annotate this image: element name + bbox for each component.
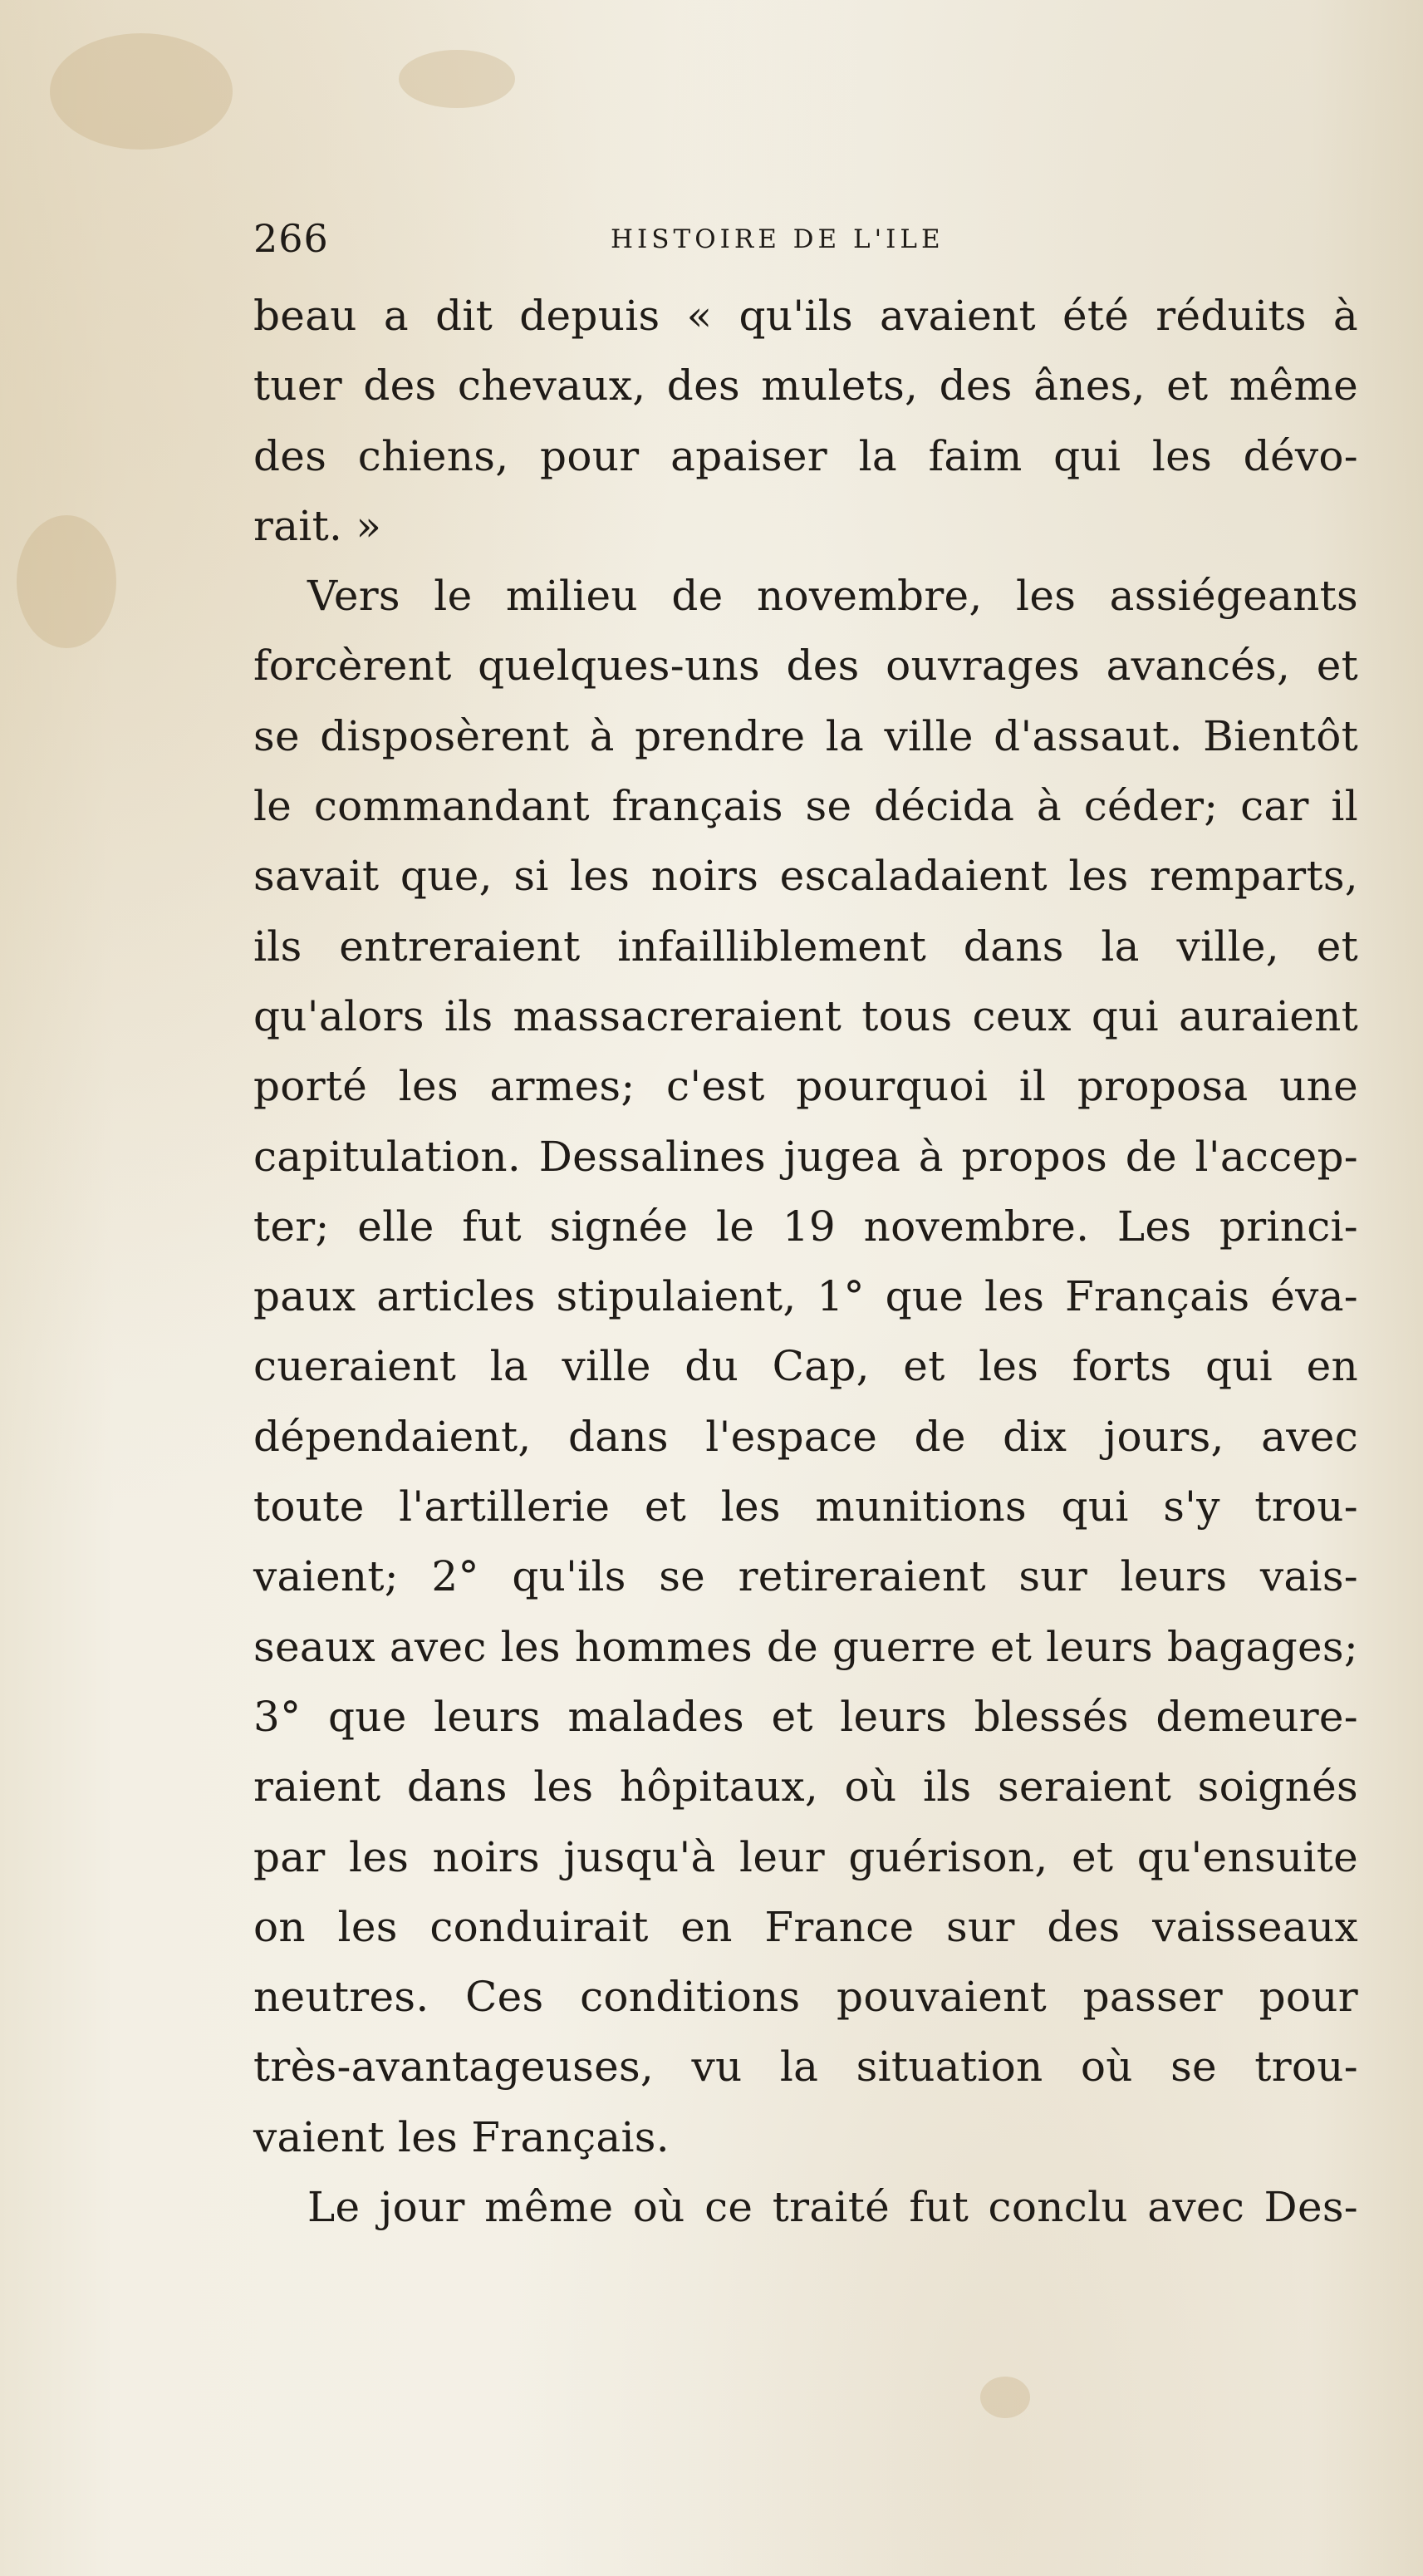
text-line: Le jour même où ce traité fut conclu avec Des- [307, 2183, 1358, 2232]
text-line: ils entreraient infailliblement dans la ville, et [253, 922, 1358, 971]
foxing-stain [980, 2377, 1030, 2418]
text-line: raient dans les hôpitaux, où ils seraient soignés [253, 1762, 1358, 1812]
text-line: vaient les Français. [253, 2112, 670, 2161]
text-line: on les conduirait en France sur des vaisseaux [253, 1902, 1358, 1951]
body-text [253, 281, 1358, 2242]
page-header [253, 209, 1358, 268]
text-line: par les noirs jusqu'à leur guérison, et qu'ensuite [253, 1832, 1358, 1881]
text-line: 3° que leurs malades et leurs blessés demeure- [253, 1692, 1358, 1741]
text-line: paux articles stipulaient, 1° que les Français éva- [253, 1272, 1358, 1321]
text-line: tuer des chevaux, des mulets, des ânes, et même [253, 361, 1358, 410]
text-line: dépendaient, dans l'espace de dix jours, avec [253, 1412, 1358, 1461]
foxing-stain [399, 50, 515, 108]
text-line: beau a dit depuis « qu'ils avaient été réduits à [253, 292, 1358, 340]
page-number: 266 [253, 216, 329, 261]
text-line: cueraient la ville du Cap, et les forts qui en [253, 1342, 1358, 1391]
text-line: rait. » [253, 501, 382, 550]
text-line: vaient; 2° qu'ils se retireraient sur leurs vais- [253, 1552, 1358, 1601]
text-line: Vers le milieu de novembre, les assiégeants [307, 572, 1358, 621]
foxing-stain [17, 515, 116, 648]
running-title: HISTOIRE DE L'ILE [611, 224, 945, 254]
text-line: très-avantageuses, vu la situation où se trou- [253, 2043, 1358, 2092]
foxing-stain [50, 33, 233, 150]
text-line: se disposèrent à prendre la ville d'assaut. Bientôt [253, 711, 1358, 760]
text-line: porté les armes; c'est pourquoi il proposa une [253, 1062, 1358, 1111]
text-line: forcèrent quelques-uns des ouvrages avancés, et [253, 642, 1358, 691]
text-line: neutres. Ces conditions pouvaient passer pour [253, 1973, 1358, 2022]
text-line: des chiens, pour apaiser la faim qui les dévo- [253, 431, 1358, 480]
text-line: seaux avec les hommes de guerre et leurs bagages; [253, 1622, 1358, 1671]
text-line: toute l'artillerie et les munitions qui s'y trou- [253, 1482, 1358, 1531]
text-line: savait que, si les noirs escaladaient les remparts, [253, 852, 1358, 901]
text-line: ter; elle fut signée le 19 novembre. Les princi- [253, 1202, 1358, 1251]
text-line: capitulation. Dessalines jugea à propos de l'accep- [253, 1132, 1358, 1181]
text-line: qu'alors ils massacreraient tous ceux qui auraient [253, 991, 1358, 1040]
text-line: le commandant français se décida à céder; car il [253, 782, 1358, 831]
